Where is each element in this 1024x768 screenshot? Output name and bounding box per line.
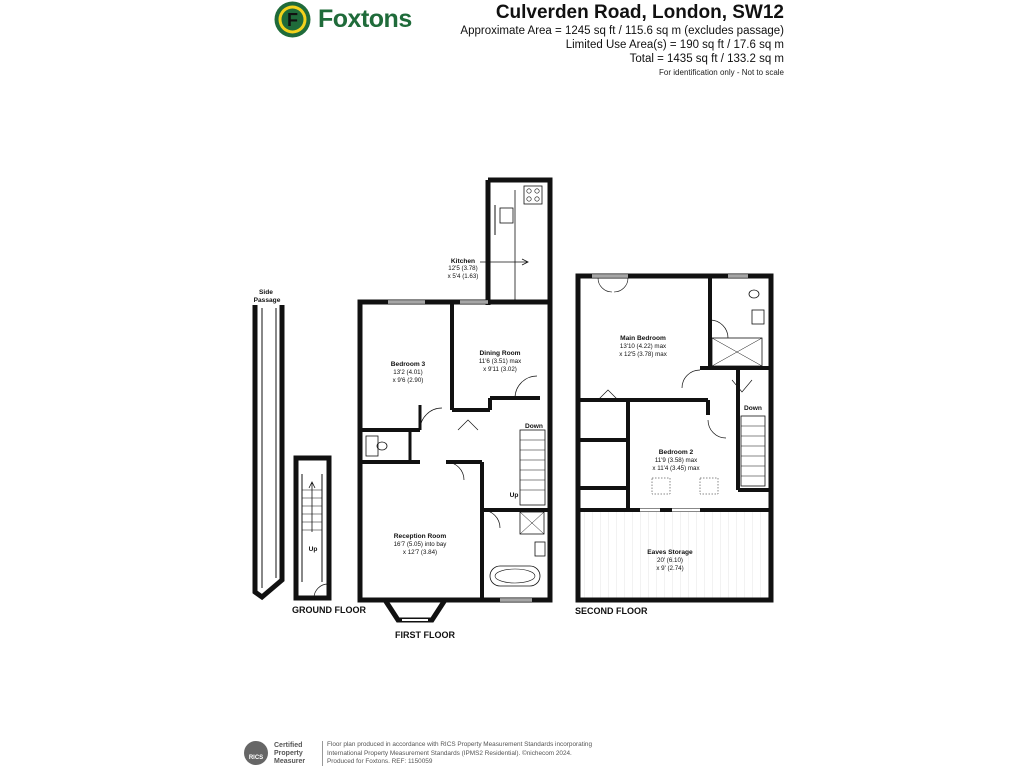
bedroom2-dim1: 11'9 (3.58) max — [654, 457, 698, 464]
badge-line-3: Measurer — [274, 758, 306, 765]
footer-text-2: International Property Measurement Standards (IPMS2 Residential). ©nichecom 2024. — [327, 749, 572, 757]
bedroom3-dim1: 13'2 (4.01) — [393, 369, 423, 376]
kitchen-name: Kitchen — [450, 258, 476, 265]
first-floor-plan — [360, 180, 550, 620]
kitchen-dim2: x 5'4 (1.63) — [447, 273, 479, 280]
second-floor-plan — [578, 276, 771, 600]
badge-line-2: Property — [274, 750, 303, 757]
eaves-name: Eaves Storage — [647, 549, 693, 556]
main-bedroom-name: Main Bedroom — [620, 335, 666, 342]
total-area: Total = 1435 sq ft / 133.2 sq m — [629, 53, 784, 65]
property-address: Culverden Road, London, SW12 — [495, 2, 784, 23]
second-floor-label: SECOND FLOOR — [575, 606, 648, 616]
first-stairs-up: Up — [509, 492, 519, 499]
rics-seal-icon — [244, 741, 268, 765]
dining-dim2: x 9'11 (3.02) — [483, 366, 517, 373]
reception-dim1: 16'7 (5.05) into bay — [393, 541, 447, 548]
dining-name: Dining Room — [479, 350, 521, 357]
rics-badge — [244, 741, 322, 767]
identification-note: For identification only - Not to scale — [659, 68, 784, 77]
rics-badge-org: RICS — [248, 755, 264, 761]
eaves-dim1: 20' (6.10) — [657, 557, 683, 564]
first-stairs-down: Down — [525, 423, 543, 430]
limited-use-area: Limited Use Area(s) = 190 sq ft / 17.6 sq m — [565, 39, 784, 51]
footer-text-1: Floor plan produced in accordance with RICS Property Measurement Standards incorporating — [327, 741, 592, 748]
side-passage-label-1: Side — [259, 289, 273, 296]
brand-name: Foxtons — [318, 5, 412, 33]
bedroom2-dim2: x 11'4 (3.45) max — [652, 465, 700, 472]
first-floor-label: FIRST FLOOR — [395, 630, 455, 640]
rics-badge-text — [274, 742, 305, 766]
eaves-dim2: x 9' (2.74) — [656, 565, 684, 572]
main-bedroom-dim2: x 12'5 (3.78) max — [619, 351, 667, 358]
ground-floor-label: GROUND FLOOR — [292, 605, 366, 615]
badge-letter: F — [287, 10, 298, 30]
side-passage-label-2: Passage — [253, 297, 281, 304]
badge-line-1: Certified — [274, 742, 303, 749]
approximate-area: Approximate Area = 1245 sq ft / 115.6 sq m (excludes passage) — [460, 25, 784, 37]
footer-disclaimer — [327, 741, 592, 767]
second-stairs-down: Down — [744, 405, 762, 412]
kitchen-dim1: 12'5 (3.78) — [448, 265, 478, 272]
reception-dim2: x 12'7 (3.84) — [402, 549, 438, 556]
bedroom3-name: Bedroom 3 — [390, 361, 426, 368]
bedroom2-name: Bedroom 2 — [658, 449, 694, 456]
footer-divider — [322, 741, 323, 766]
ground-stairs-up: Up — [308, 546, 318, 553]
dining-dim1: 11'6 (3.51) max — [478, 358, 522, 365]
footer-text-3: Produced for Foxtons. REF: 1150059 — [327, 758, 433, 766]
bedroom3-dim2: x 9'6 (2.90) — [392, 377, 424, 384]
reception-name: Reception Room — [393, 533, 447, 540]
side-passage — [254, 289, 282, 597]
main-bedroom-dim1: 13'10 (4.22) max — [619, 343, 667, 350]
ground-floor-plan — [296, 458, 329, 598]
